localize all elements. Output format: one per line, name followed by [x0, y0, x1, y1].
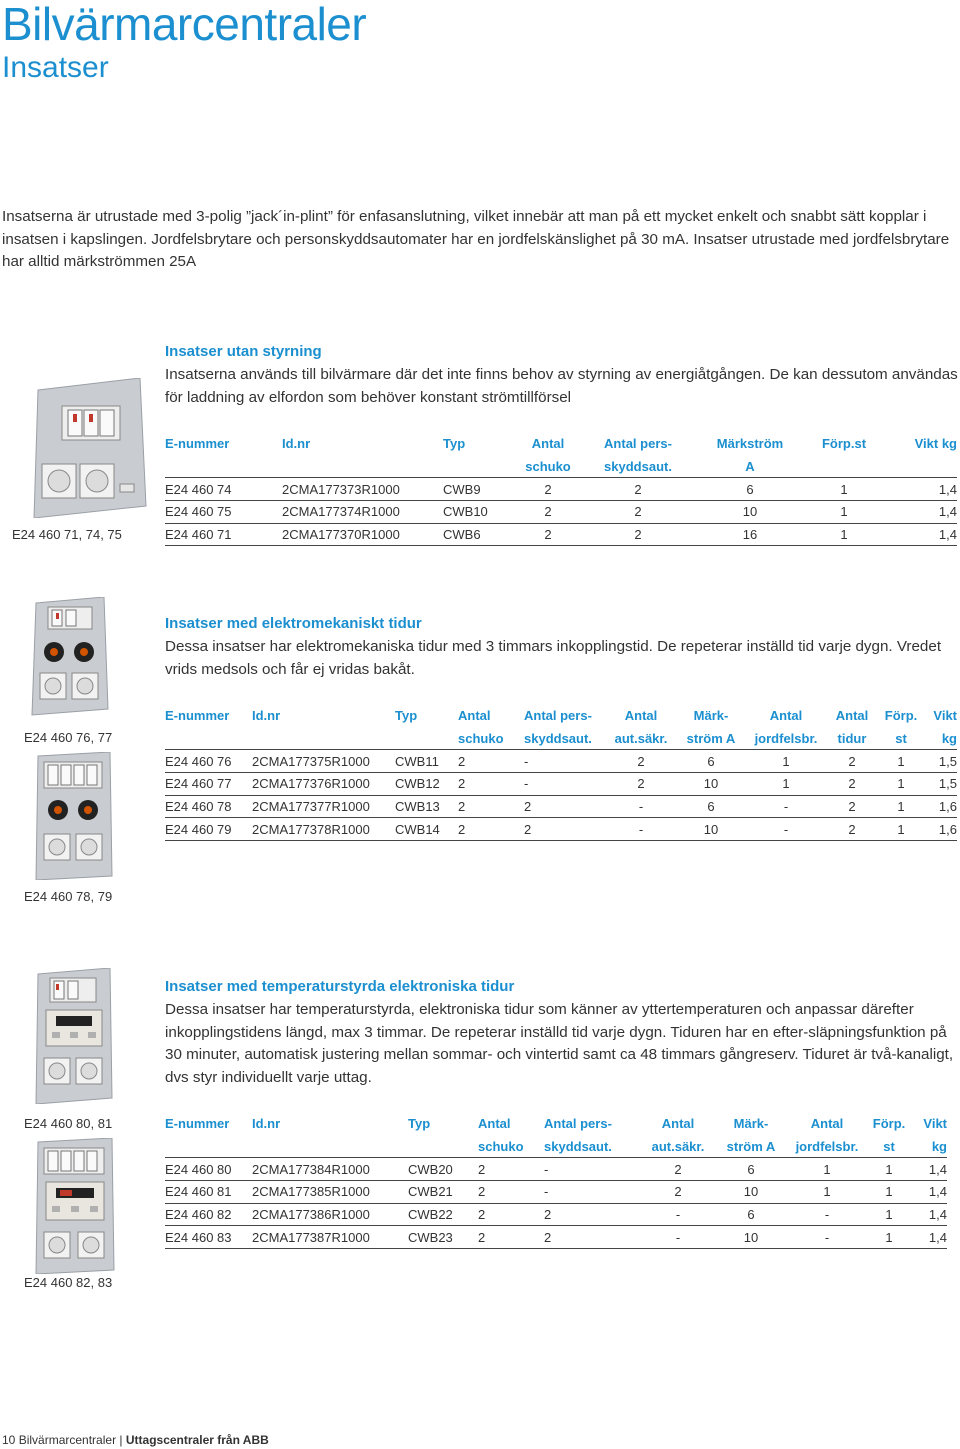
column-header: ström A	[686, 730, 736, 746]
table-cell: CWB14	[395, 818, 458, 841]
column-header: jordfelsbr.	[754, 730, 818, 746]
table-cell: CWB21	[408, 1181, 478, 1204]
table-cell: 2	[644, 1158, 712, 1181]
table-cell: -	[524, 750, 606, 773]
column-header: aut.säkr.	[614, 730, 668, 746]
column-header: Märk-	[733, 1115, 769, 1131]
table-cell: 2	[606, 750, 676, 773]
column-header: Antal	[769, 707, 803, 723]
column-header: Antal	[835, 707, 869, 723]
table-cell: E24 460 76	[165, 750, 252, 773]
column-header: st	[895, 730, 907, 746]
table-cell: E24 460 71	[165, 523, 282, 546]
column-header: E-nummer	[165, 435, 230, 451]
table-cell: E24 460 79	[165, 818, 252, 841]
table-row	[165, 1203, 947, 1226]
column-header: kg	[931, 1138, 947, 1154]
table-cell: 2	[478, 1226, 544, 1249]
column-header: Vikt	[923, 1115, 947, 1131]
column-header: E-nummer	[165, 707, 230, 723]
column-header: Antal	[661, 1115, 695, 1131]
table-cell: CWB6	[443, 523, 513, 546]
table-cell: 1,4	[881, 478, 957, 501]
column-header: Antal	[531, 435, 565, 451]
table-cell: 1	[878, 750, 924, 773]
table-cell: 2CMA177375R1000	[252, 750, 395, 773]
table-cell: 2	[644, 1181, 712, 1204]
table-cell: 2	[513, 501, 583, 524]
table-cell: 1,4	[914, 1158, 947, 1181]
table-cell: 2	[513, 523, 583, 546]
table-cell: 1,4	[881, 501, 957, 524]
table-cell: CWB13	[395, 795, 458, 818]
column-header: Antal pers-	[604, 435, 672, 451]
table-row	[165, 795, 957, 818]
column-header: Vikt	[933, 707, 957, 723]
image-caption: E24 460 71, 74, 75	[12, 527, 122, 542]
table-cell: -	[544, 1158, 644, 1181]
table-cell: E24 460 75	[165, 501, 282, 524]
table-cell: 1	[878, 818, 924, 841]
table-cell: -	[790, 1226, 864, 1249]
spec-table	[165, 1112, 947, 1249]
table-cell: E24 460 80	[165, 1158, 252, 1181]
table-cell: 2	[458, 818, 524, 841]
table-cell: E24 460 74	[165, 478, 282, 501]
table-cell: -	[746, 795, 826, 818]
table-cell: 1	[790, 1158, 864, 1181]
column-header: skyddsaut.	[544, 1138, 612, 1154]
image-caption: E24 460 80, 81	[24, 1116, 113, 1131]
table-row	[165, 1158, 947, 1181]
section-heading: Insatser utan styrning	[165, 343, 322, 360]
table-cell: 10	[676, 818, 746, 841]
table-cell: 1,5	[924, 750, 957, 773]
column-header: A	[745, 458, 755, 474]
section-text: Dessa insatser har temperaturstyrda, elektroniska tidur som känner av yttertemperaturen och anpassar därefter inkopplingstidens längd, max 3 timmar. De repeterar inställd tid varje dygn. Tiduren har en efter-släpningsfunktion på 30 minuter, automatisk justering mellan sommar- och vintertid samt ca 48 timmars gångreserv. Tiduret är två-kanaligt, dvs styr individuellt varje uttag.	[165, 1001, 954, 1087]
table-cell: 2CMA177384R1000	[252, 1158, 408, 1181]
image-caption: E24 460 76, 77	[24, 730, 113, 745]
column-header: ström A	[726, 1138, 776, 1154]
table-cell: E24 460 83	[165, 1226, 252, 1249]
column-header: skyddsaut.	[604, 458, 672, 474]
table-cell: 2	[826, 773, 878, 796]
table-cell: 2	[458, 750, 524, 773]
column-header: Förp.	[884, 707, 918, 723]
footer-section: Bilvärmarcentraler	[18, 1433, 117, 1447]
table-cell: 2	[478, 1203, 544, 1226]
product-image-insert	[28, 378, 148, 518]
table-cell: -	[606, 795, 676, 818]
column-header: Id.nr	[252, 707, 281, 723]
column-header: Förp.st	[821, 435, 867, 451]
column-header: st	[883, 1138, 895, 1154]
table-cell: 1,4	[881, 523, 957, 546]
column-header: Typ	[443, 435, 466, 451]
table-row	[165, 501, 957, 524]
table-cell: 1	[864, 1226, 914, 1249]
table-cell: 2CMA177386R1000	[252, 1203, 408, 1226]
table-cell: 2CMA177373R1000	[282, 478, 443, 501]
column-header: Märkström	[716, 435, 784, 451]
table-cell: CWB11	[395, 750, 458, 773]
table-cell: 2	[583, 501, 693, 524]
table-cell: 6	[693, 478, 807, 501]
product-image-insert-timer	[34, 752, 114, 880]
table-cell: 16	[693, 523, 807, 546]
column-header: Typ	[408, 1115, 431, 1131]
column-header: Märk-	[693, 707, 729, 723]
table-cell: 1,6	[924, 795, 957, 818]
table-cell: 6	[676, 795, 746, 818]
page-title: Bilvärmarcentraler	[2, 0, 367, 50]
table-cell: -	[790, 1203, 864, 1226]
column-header: E-nummer	[165, 1115, 230, 1131]
product-image-insert-timer	[30, 597, 110, 717]
table-cell: 2	[478, 1158, 544, 1181]
table-cell: 2	[458, 795, 524, 818]
table-cell: 2	[583, 523, 693, 546]
table-cell: 6	[712, 1158, 790, 1181]
column-header: Förp.	[872, 1115, 906, 1131]
column-header: Antal	[458, 707, 491, 723]
table-cell: 2CMA177370R1000	[282, 523, 443, 546]
table-cell: 2	[478, 1181, 544, 1204]
section-text: Insatserna används till bilvärmare där det inte finns behov av styrning av energiåtgången. De kan dessutom användas för laddning av elfordon som behöver konstant strömtillförsel	[165, 366, 958, 406]
column-header: Typ	[395, 707, 418, 723]
table-cell: CWB12	[395, 773, 458, 796]
table-cell: 1	[746, 750, 826, 773]
column-header: aut.säkr.	[651, 1138, 705, 1154]
image-caption: E24 460 82, 83	[24, 1275, 113, 1290]
table-cell: 2	[524, 818, 606, 841]
table-cell: 2CMA177376R1000	[252, 773, 395, 796]
table-cell: 1,6	[924, 818, 957, 841]
table-cell: 10	[712, 1181, 790, 1204]
table-cell: 1	[807, 478, 881, 501]
table-cell: 2CMA177385R1000	[252, 1181, 408, 1204]
table-cell: -	[544, 1181, 644, 1204]
table-row	[165, 523, 957, 546]
section-heading: Insatser med elektromekaniskt tidur	[165, 615, 422, 632]
table-cell: 1	[878, 773, 924, 796]
table-cell: 2	[524, 795, 606, 818]
table-cell: 2	[544, 1226, 644, 1249]
table-cell: 6	[676, 750, 746, 773]
table-row	[165, 1181, 947, 1204]
table-cell: 1,5	[924, 773, 957, 796]
table-cell: 2	[606, 773, 676, 796]
table-cell: 2CMA177377R1000	[252, 795, 395, 818]
table-cell: E24 460 78	[165, 795, 252, 818]
table-cell: 1	[878, 795, 924, 818]
page-number: 10	[2, 1433, 16, 1447]
table-cell: 2	[458, 773, 524, 796]
table-cell: 6	[712, 1203, 790, 1226]
table-cell: 1	[807, 501, 881, 524]
column-header: schuko	[525, 458, 571, 474]
table-row	[165, 1226, 947, 1249]
table-cell: 10	[712, 1226, 790, 1249]
table-cell: 2	[583, 478, 693, 501]
table-cell: -	[524, 773, 606, 796]
table-cell: 10	[676, 773, 746, 796]
table-cell: 1,4	[914, 1181, 947, 1204]
table-cell: 2	[826, 818, 878, 841]
table-cell: -	[644, 1226, 712, 1249]
table-cell: -	[644, 1203, 712, 1226]
product-image-insert-electronic-timer	[34, 1138, 116, 1274]
column-header: Vikt kg	[914, 435, 957, 451]
table-cell: 2	[544, 1203, 644, 1226]
table-cell: CWB10	[443, 501, 513, 524]
table-cell: E24 460 81	[165, 1181, 252, 1204]
table-cell: 2	[826, 750, 878, 773]
image-caption: E24 460 78, 79	[24, 889, 113, 904]
column-header: Id.nr	[252, 1115, 281, 1131]
spec-table	[165, 704, 957, 841]
product-image-insert-electronic-timer	[34, 968, 114, 1104]
table-cell: CWB20	[408, 1158, 478, 1181]
footer-divider: |	[119, 1433, 123, 1447]
table-cell: 1	[864, 1158, 914, 1181]
section-heading: Insatser med temperaturstyrda elektroniska tidur	[165, 978, 515, 995]
table-cell: 2CMA177378R1000	[252, 818, 395, 841]
column-header: Antal	[478, 1115, 511, 1131]
table-row	[165, 478, 957, 501]
spec-table	[165, 432, 957, 546]
table-row	[165, 818, 957, 841]
table-cell: 1	[746, 773, 826, 796]
table-cell: 2	[826, 795, 878, 818]
table-cell: 2CMA177374R1000	[282, 501, 443, 524]
table-cell: E24 460 82	[165, 1203, 252, 1226]
table-cell: 1,4	[914, 1226, 947, 1249]
column-header: tidur	[837, 730, 867, 746]
table-row	[165, 773, 957, 796]
table-cell: -	[606, 818, 676, 841]
table-cell: 1	[864, 1203, 914, 1226]
column-header: Antal pers-	[524, 707, 592, 723]
table-cell: 2CMA177387R1000	[252, 1226, 408, 1249]
column-header: kg	[941, 730, 957, 746]
table-cell: CWB22	[408, 1203, 478, 1226]
intro-paragraph: Insatserna är utrustade med 3-polig ”jack´in-plint” för enfasanslutning, vilket innebär att man på ett mycket enkelt och snabbt sätt kopplar i insatsen i kapslingen. Jordfelsbrytare och personskyddsautomater har en jordfelskänslighet på 30 mA. Insatser utrustade med jordfelsbrytare har alltid märkströmmen 25A	[2, 208, 950, 271]
table-cell: 2	[513, 478, 583, 501]
column-header: skyddsaut.	[524, 730, 592, 746]
table-cell: CWB9	[443, 478, 513, 501]
table-cell: CWB23	[408, 1226, 478, 1249]
column-header: jordfelsbr.	[795, 1138, 859, 1154]
table-cell: -	[746, 818, 826, 841]
table-cell: 10	[693, 501, 807, 524]
column-header: Id.nr	[282, 435, 311, 451]
table-cell: 1	[864, 1181, 914, 1204]
footer-product: Uttagscentraler från ABB	[125, 1433, 269, 1447]
section-text: Dessa insatser har elektromekaniska tidur med 3 timmars inkopplingstid. De repeterar inställd tid varje dygn. Vredet vrids medsols och får ej vridas bakåt.	[165, 638, 942, 678]
page-subtitle: Insatser	[2, 51, 109, 84]
page-footer	[2, 1433, 269, 1447]
column-header: Antal	[624, 707, 658, 723]
column-header: Antal	[810, 1115, 844, 1131]
column-header: schuko	[478, 1138, 524, 1154]
table-cell: 1	[807, 523, 881, 546]
table-row	[165, 750, 957, 773]
table-cell: 1,4	[914, 1203, 947, 1226]
column-header: Antal pers-	[544, 1115, 612, 1131]
table-cell: E24 460 77	[165, 773, 252, 796]
table-cell: 1	[790, 1181, 864, 1204]
column-header: schuko	[458, 730, 504, 746]
